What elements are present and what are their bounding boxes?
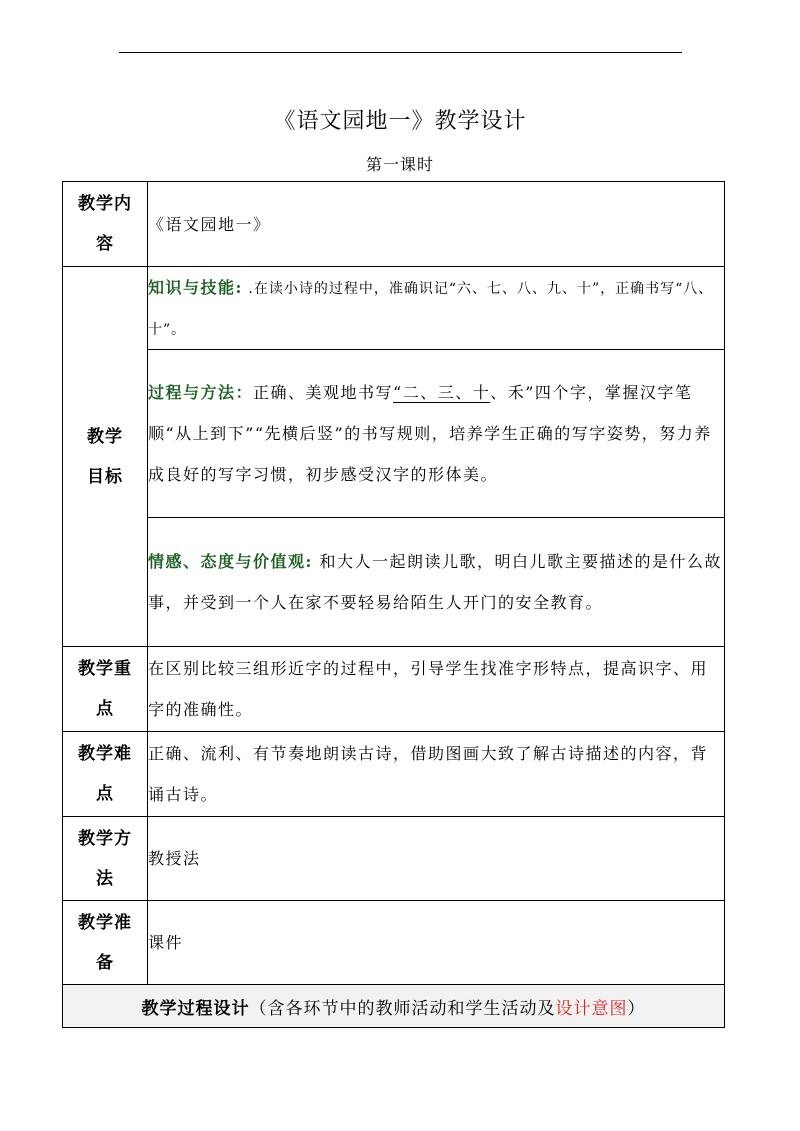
goal-knowledge-text: .在读小诗的过程中，准确识记“六、七、八、九、十”，正确书写“八、十”。: [148, 281, 714, 338]
method-text: 教授法: [148, 817, 725, 901]
document-title: 《语文园地一》教学设计: [273, 109, 527, 134]
goal-process-underlined: “二、三、十: [393, 383, 491, 402]
label-line-1: 教学: [87, 426, 123, 447]
goal-knowledge-key: 知识与技能:: [148, 278, 243, 297]
process-design-header: [63, 985, 725, 1028]
process-design-close: ）: [627, 998, 646, 1019]
header-rule: [119, 52, 682, 53]
row-goal-emotion: [63, 518, 725, 647]
row-prep: [63, 901, 725, 985]
goal-emotion-text: 和大人一起朗读儿歌，明白儿歌主要描述的是什么故事，并受到一个人在家不要轻易给陌生人开门的安全教育。: [148, 552, 723, 612]
label-key-points: [63, 647, 148, 732]
document-subtitle: 第一课时: [365, 155, 434, 174]
goal-emotion-key: 情感、态度与价值观:: [148, 552, 313, 571]
label-line-2: 目标: [87, 466, 123, 487]
row-goal-knowledge: [63, 267, 725, 350]
goal-process-text-a: 正确、美观地书写: [253, 383, 394, 402]
process-design-title: 教学过程设计: [141, 998, 250, 1019]
row-goal-process: [63, 350, 725, 518]
label-line-1: 教学难: [78, 744, 132, 764]
prep-text: 课件: [148, 901, 725, 985]
label-line-1: 教学重: [78, 659, 132, 679]
goal-process-key: 过程与方法：: [148, 383, 254, 402]
label-line-2: 法: [96, 868, 114, 889]
row-process-design-header: [63, 985, 725, 1028]
label-teaching-content: [63, 182, 148, 267]
label-line-2: 备: [96, 952, 114, 973]
label-teaching-goals: [63, 267, 148, 647]
label-line-1: 教学内: [78, 194, 132, 214]
teaching-content-text: 《语文园地一》: [148, 182, 725, 267]
key-points-text: 在区别比较三组形近字的过程中，引导学生找准字形特点，提高识字、用字的准确性。: [148, 647, 725, 732]
row-teaching-content: [63, 182, 725, 267]
label-line-1: 教学准: [78, 912, 132, 933]
label-method: [63, 817, 148, 901]
goal-emotion-cell: [148, 518, 725, 647]
label-difficulties: [63, 732, 148, 817]
process-design-intent: 设计意图: [555, 998, 628, 1019]
goal-knowledge-cell: [148, 267, 725, 350]
process-design-note: （含各环节中的教师活动和学生活动及: [249, 998, 556, 1019]
goal-process-cell: [148, 350, 725, 518]
label-line-2: 容: [96, 234, 114, 254]
label-line-1: 教学方: [78, 828, 132, 849]
label-line-2: 点: [96, 784, 114, 804]
row-key-points: [63, 647, 725, 732]
goal-process-text-b: 、禾”四个字，掌握汉字笔顺“从上到下”“先横后竖”的书写规则，培养学生正确的写字姿势，努力养成良好的写字习惯，初步感受汉字的形体美。: [148, 383, 712, 484]
row-difficulties: [63, 732, 725, 817]
lesson-plan-table: [62, 181, 725, 1028]
row-method: [63, 817, 725, 901]
label-line-2: 点: [96, 699, 114, 719]
label-prep: [63, 901, 148, 985]
difficulties-text: 正确、流利、有节奏地朗读古诗，借助图画大致了解古诗描述的内容，背诵古诗。: [148, 732, 725, 817]
